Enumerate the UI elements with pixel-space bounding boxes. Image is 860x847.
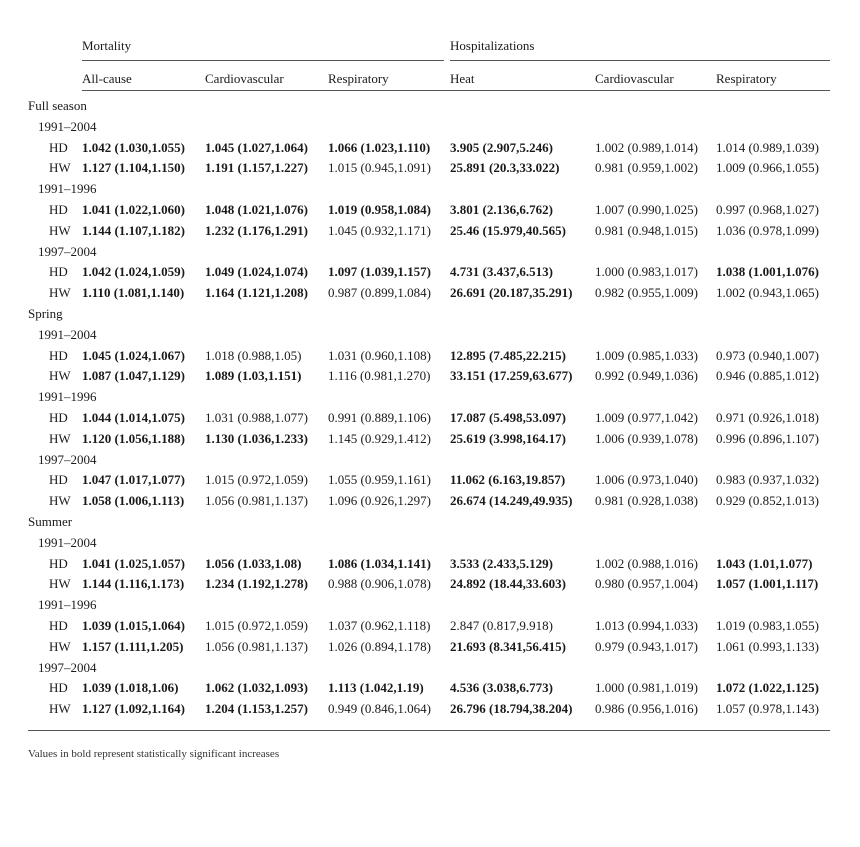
table-cell: 0.973 (0.940,1.007) <box>716 347 819 363</box>
table-row <box>28 408 830 429</box>
col-header-heat: Heat <box>450 71 475 86</box>
table-row <box>28 678 830 699</box>
table-row <box>28 637 830 658</box>
table-cell: 4.536 (3.038,6.773) <box>450 680 553 696</box>
group-heading-mortality: Mortality <box>82 38 132 53</box>
row-label: HW <box>49 576 71 592</box>
table-cell: 1.009 (0.985,1.033) <box>595 347 698 363</box>
period-label: 1991–2004 <box>38 118 97 134</box>
period-row <box>28 117 830 138</box>
table-row <box>28 699 830 720</box>
row-label: HW <box>49 430 71 446</box>
table-cell: 0.949 (0.846,1.064) <box>328 701 431 717</box>
table-cell: 0.997 (0.968,1.027) <box>716 201 819 217</box>
table-cell: 1.002 (0.989,1.014) <box>595 139 698 155</box>
table-cell: 1.130 (1.036,1.233) <box>205 430 308 446</box>
table-cell: 1.145 (0.929,1.412) <box>328 430 431 446</box>
table-cell: 1.036 (0.978,1.099) <box>716 222 819 238</box>
table-cell: 1.006 (0.939,1.078) <box>595 430 698 446</box>
table-cell: 3.533 (2.433,5.129) <box>450 555 553 571</box>
table-cell: 0.987 (0.899,1.084) <box>328 285 431 301</box>
row-label: HW <box>49 493 71 509</box>
table-cell: 1.026 (0.894,1.178) <box>328 638 431 654</box>
table-cell: 25.619 (3.998,164.17) <box>450 430 566 446</box>
top-rule-hospitalizations <box>450 60 830 61</box>
table-cell: 1.042 (1.030,1.055) <box>82 139 185 155</box>
period-label: 1997–2004 <box>38 451 97 467</box>
table-cell: 11.062 (6.163,19.857) <box>450 472 566 488</box>
table-cell: 3.801 (2.136,6.762) <box>450 201 553 217</box>
table-cell: 1.144 (1.107,1.182) <box>82 222 185 238</box>
table-cell: 1.002 (0.988,1.016) <box>595 555 698 571</box>
col-header-mort-cardiovascular: Cardiovascular <box>205 71 284 86</box>
table-cell: 0.988 (0.906,1.078) <box>328 576 431 592</box>
row-label: HD <box>49 139 68 155</box>
table-cell: 1.007 (0.990,1.025) <box>595 201 698 217</box>
table-cell: 1.037 (0.962,1.118) <box>328 617 431 633</box>
section-row <box>28 304 830 325</box>
period-row <box>28 658 830 679</box>
row-label: HW <box>49 368 71 384</box>
table-cell: 1.056 (0.981,1.137) <box>205 493 308 509</box>
results-table <box>28 96 830 720</box>
period-label: 1991–1996 <box>38 597 97 613</box>
footnote: Values in bold represent statistically significant increases <box>28 748 280 760</box>
table-cell: 0.946 (0.885,1.012) <box>716 368 819 384</box>
row-label: HD <box>49 617 68 633</box>
section-label: Full season <box>28 98 87 113</box>
table-row <box>28 221 830 242</box>
table-cell: 0.971 (0.926,1.018) <box>716 409 819 425</box>
table-row <box>28 138 830 159</box>
table-cell: 1.164 (1.121,1.208) <box>205 285 308 301</box>
col-header-hosp-cardiovascular: Cardiovascular <box>595 71 674 86</box>
table-cell: 0.992 (0.949,1.036) <box>595 368 698 384</box>
table-cell: 1.086 (1.034,1.141) <box>328 555 431 571</box>
row-label: HD <box>49 680 68 696</box>
table-cell: 0.983 (0.937,1.032) <box>716 472 819 488</box>
table-row <box>28 616 830 637</box>
table-cell: 1.116 (0.981,1.270) <box>328 368 431 384</box>
table-cell: 1.127 (1.092,1.164) <box>82 701 185 717</box>
table-cell: 1.056 (0.981,1.137) <box>205 638 308 654</box>
table-cell: 1.006 (0.973,1.040) <box>595 472 698 488</box>
table-cell: 1.055 (0.959,1.161) <box>328 472 431 488</box>
row-label: HW <box>49 222 71 238</box>
col-header-mort-respiratory: Respiratory <box>328 71 389 86</box>
table-cell: 1.009 (0.966,1.055) <box>716 160 819 176</box>
table-cell: 1.041 (1.022,1.060) <box>82 201 185 217</box>
table-cell: 1.072 (1.022,1.125) <box>716 680 819 696</box>
table-cell: 1.043 (1.01,1.077) <box>716 555 813 571</box>
table-cell: 1.042 (1.024,1.059) <box>82 264 185 280</box>
table-cell: 17.087 (5.498,53.097) <box>450 409 566 425</box>
table-cell: 26.691 (20.187,35.291) <box>450 285 573 301</box>
table-cell: 26.674 (14.249,49.935) <box>450 493 573 509</box>
group-heading-hospitalizations: Hospitalizations <box>450 38 535 53</box>
table-cell: 1.113 (1.042,1.19) <box>328 680 424 696</box>
row-label: HD <box>49 555 68 571</box>
table-cell: 1.157 (1.111,1.205) <box>82 638 184 654</box>
table-cell: 1.019 (0.958,1.084) <box>328 201 431 217</box>
top-rule-mortality <box>82 60 444 61</box>
table-cell: 0.982 (0.955,1.009) <box>595 285 698 301</box>
table-cell: 1.120 (1.056,1.188) <box>82 430 185 446</box>
table-cell: 1.014 (0.989,1.039) <box>716 139 819 155</box>
period-label: 1997–2004 <box>38 243 97 259</box>
table-cell: 1.057 (0.978,1.143) <box>716 701 819 717</box>
table-cell: 0.986 (0.956,1.016) <box>595 701 698 717</box>
table-row <box>28 491 830 512</box>
table-cell: 1.038 (1.001,1.076) <box>716 264 819 280</box>
table-row <box>28 429 830 450</box>
table-cell: 1.002 (0.943,1.065) <box>716 285 819 301</box>
col-header-allcause: All-cause <box>82 71 132 86</box>
table-cell: 1.061 (0.993,1.133) <box>716 638 819 654</box>
period-label: 1991–2004 <box>38 534 97 550</box>
period-label: 1997–2004 <box>38 659 97 675</box>
period-label: 1991–2004 <box>38 326 97 342</box>
table-cell: 1.204 (1.153,1.257) <box>205 701 308 717</box>
table-cell: 0.991 (0.889,1.106) <box>328 409 431 425</box>
table-cell: 1.041 (1.025,1.057) <box>82 555 185 571</box>
row-label: HD <box>49 347 68 363</box>
table-row <box>28 262 830 283</box>
table-cell: 1.056 (1.033,1.08) <box>205 555 302 571</box>
table-row <box>28 470 830 491</box>
table-cell: 1.015 (0.945,1.091) <box>328 160 431 176</box>
table-cell: 2.847 (0.817,9.918) <box>450 617 553 633</box>
table-cell: 21.693 (8.341,56.415) <box>450 638 566 654</box>
table-cell: 1.049 (1.024,1.074) <box>205 264 308 280</box>
table-cell: 1.048 (1.021,1.076) <box>205 201 308 217</box>
table-cell: 12.895 (7.485,22.215) <box>450 347 566 363</box>
table-cell: 0.996 (0.896,1.107) <box>716 430 819 446</box>
table-cell: 1.000 (0.981,1.019) <box>595 680 698 696</box>
period-row <box>28 450 830 471</box>
table-cell: 25.891 (20.3,33.022) <box>450 160 560 176</box>
row-label: HW <box>49 285 71 301</box>
period-label: 1991–1996 <box>38 181 97 197</box>
table-cell: 1.047 (1.017,1.077) <box>82 472 185 488</box>
row-label: HD <box>49 409 68 425</box>
table-cell: 1.018 (0.988,1.05) <box>205 347 302 363</box>
table-cell: 1.019 (0.983,1.055) <box>716 617 819 633</box>
table-cell: 0.929 (0.852,1.013) <box>716 493 819 509</box>
period-row <box>28 387 830 408</box>
table-cell: 1.144 (1.116,1.173) <box>82 576 185 592</box>
row-label: HW <box>49 638 71 654</box>
table-cell: 0.981 (0.959,1.002) <box>595 160 698 176</box>
row-label: HD <box>49 472 68 488</box>
period-row <box>28 179 830 200</box>
table-bottom-rule <box>28 730 830 731</box>
period-row <box>28 533 830 554</box>
table-cell: 3.905 (2.907,5.246) <box>450 139 553 155</box>
table-cell: 1.096 (0.926,1.297) <box>328 493 431 509</box>
table-cell: 0.981 (0.948,1.015) <box>595 222 698 238</box>
table-cell: 1.234 (1.192,1.278) <box>205 576 308 592</box>
table-cell: 0.981 (0.928,1.038) <box>595 493 698 509</box>
table-cell: 1.057 (1.001,1.117) <box>716 576 819 592</box>
row-label: HW <box>49 160 71 176</box>
col-header-hosp-respiratory: Respiratory <box>716 71 777 86</box>
row-label: HD <box>49 264 68 280</box>
period-row <box>28 325 830 346</box>
table-cell: 1.127 (1.104,1.150) <box>82 160 185 176</box>
table-row <box>28 574 830 595</box>
period-row <box>28 242 830 263</box>
table-cell: 1.015 (0.972,1.059) <box>205 472 308 488</box>
table-cell: 1.000 (0.983,1.017) <box>595 264 698 280</box>
table-cell: 1.045 (1.027,1.064) <box>205 139 308 155</box>
table-row <box>28 346 830 367</box>
table-cell: 1.062 (1.032,1.093) <box>205 680 308 696</box>
table-cell: 1.031 (0.960,1.108) <box>328 347 431 363</box>
table-cell: 4.731 (3.437,6.513) <box>450 264 553 280</box>
table-cell: 1.066 (1.023,1.110) <box>328 139 431 155</box>
table-cell: 1.015 (0.972,1.059) <box>205 617 308 633</box>
table-cell: 1.013 (0.994,1.033) <box>595 617 698 633</box>
table-cell: 26.796 (18.794,38.204) <box>450 701 573 717</box>
table-cell: 1.009 (0.977,1.042) <box>595 409 698 425</box>
table-cell: 1.039 (1.018,1.06) <box>82 680 179 696</box>
table-cell: 1.097 (1.039,1.157) <box>328 264 431 280</box>
row-label: HW <box>49 701 71 717</box>
table-cell: 33.151 (17.259,63.677) <box>450 368 573 384</box>
table-cell: 24.892 (18.44,33.603) <box>450 576 566 592</box>
section-label: Summer <box>28 513 73 529</box>
period-row <box>28 595 830 616</box>
period-label: 1991–1996 <box>38 389 97 405</box>
section-row <box>28 512 830 533</box>
results-table-body <box>28 96 830 720</box>
row-label: HD <box>49 201 68 217</box>
table-cell: 1.039 (1.015,1.064) <box>82 617 185 633</box>
table-cell: 1.087 (1.047,1.129) <box>82 368 185 384</box>
table-cell: 1.045 (1.024,1.067) <box>82 347 185 363</box>
section-row <box>28 96 830 117</box>
table-cell: 25.46 (15.979,40.565) <box>450 222 566 238</box>
table-cell: 0.979 (0.943,1.017) <box>595 638 698 654</box>
table-cell: 1.058 (1.006,1.113) <box>82 493 185 509</box>
table-cell: 0.980 (0.957,1.004) <box>595 576 698 592</box>
table-cell: 1.191 (1.157,1.227) <box>205 160 308 176</box>
section-label: Spring <box>28 305 63 321</box>
table-cell: 1.232 (1.176,1.291) <box>205 222 308 238</box>
table-cell: 1.045 (0.932,1.171) <box>328 222 431 238</box>
header-bottom-rule <box>82 90 830 91</box>
table-row <box>28 283 830 304</box>
table-cell: 1.031 (0.988,1.077) <box>205 409 308 425</box>
table-row <box>28 200 830 221</box>
table-row <box>28 554 830 575</box>
table-cell: 1.044 (1.014,1.075) <box>82 409 185 425</box>
table-cell: 1.110 (1.081,1.140) <box>82 285 185 301</box>
table-row <box>28 366 830 387</box>
table-row <box>28 158 830 179</box>
table-cell: 1.089 (1.03,1.151) <box>205 368 302 384</box>
